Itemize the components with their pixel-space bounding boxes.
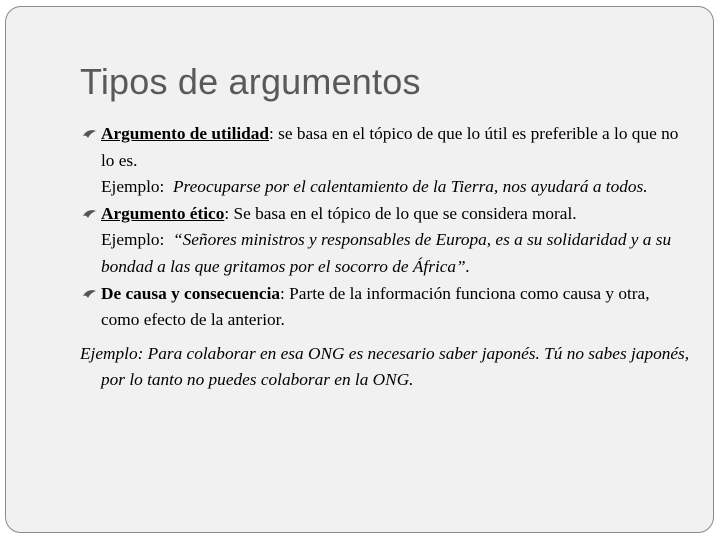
leaf-bullet-icon: [82, 209, 97, 220]
bullet-item-etico: [80, 201, 690, 228]
term-etico: Argumento ético: [101, 203, 225, 223]
example-text-utilidad: Preocuparse por el calentamiento de la Tierra, nos ayudará a todos.: [173, 177, 648, 197]
example-etico: [80, 227, 690, 280]
bullet-item-causa: [80, 281, 690, 334]
slide-title: Tipos de argumentos: [80, 61, 421, 102]
term-causa: De causa y consecuencia: [101, 283, 281, 303]
example-utilidad: [80, 174, 690, 201]
definition-causa: : Parte de la información funciona como causa y otra, como efecto de la anterior.: [101, 283, 650, 330]
definition-etico: : Se basa en el tópico de lo que se considera moral.: [224, 203, 577, 223]
leaf-bullet-icon: [82, 289, 97, 300]
final-example: Ejemplo: Para colaborar en esa ONG es necesario saber japonés. Tú no sabes japonés, por lo tanto no puedes colaborar en la ONG.: [80, 343, 690, 390]
term-utilidad: Argumento de utilidad: [101, 124, 270, 143]
leaf-bullet-icon: [82, 129, 97, 140]
example-text-etico: “Señores ministros y responsables de Europa, es a su solidaridad y a su bondad a las que gritamos por el socorro de África”.: [101, 230, 672, 276]
definition-utilidad: : se basa en el tópico de que lo útil es preferible a lo que no lo es.: [101, 124, 679, 170]
example-label: Ejemplo:: [101, 177, 165, 197]
slide-body: [80, 121, 690, 394]
bullet-item-utilidad: [80, 121, 690, 174]
example-label: Ejemplo:: [101, 230, 165, 250]
